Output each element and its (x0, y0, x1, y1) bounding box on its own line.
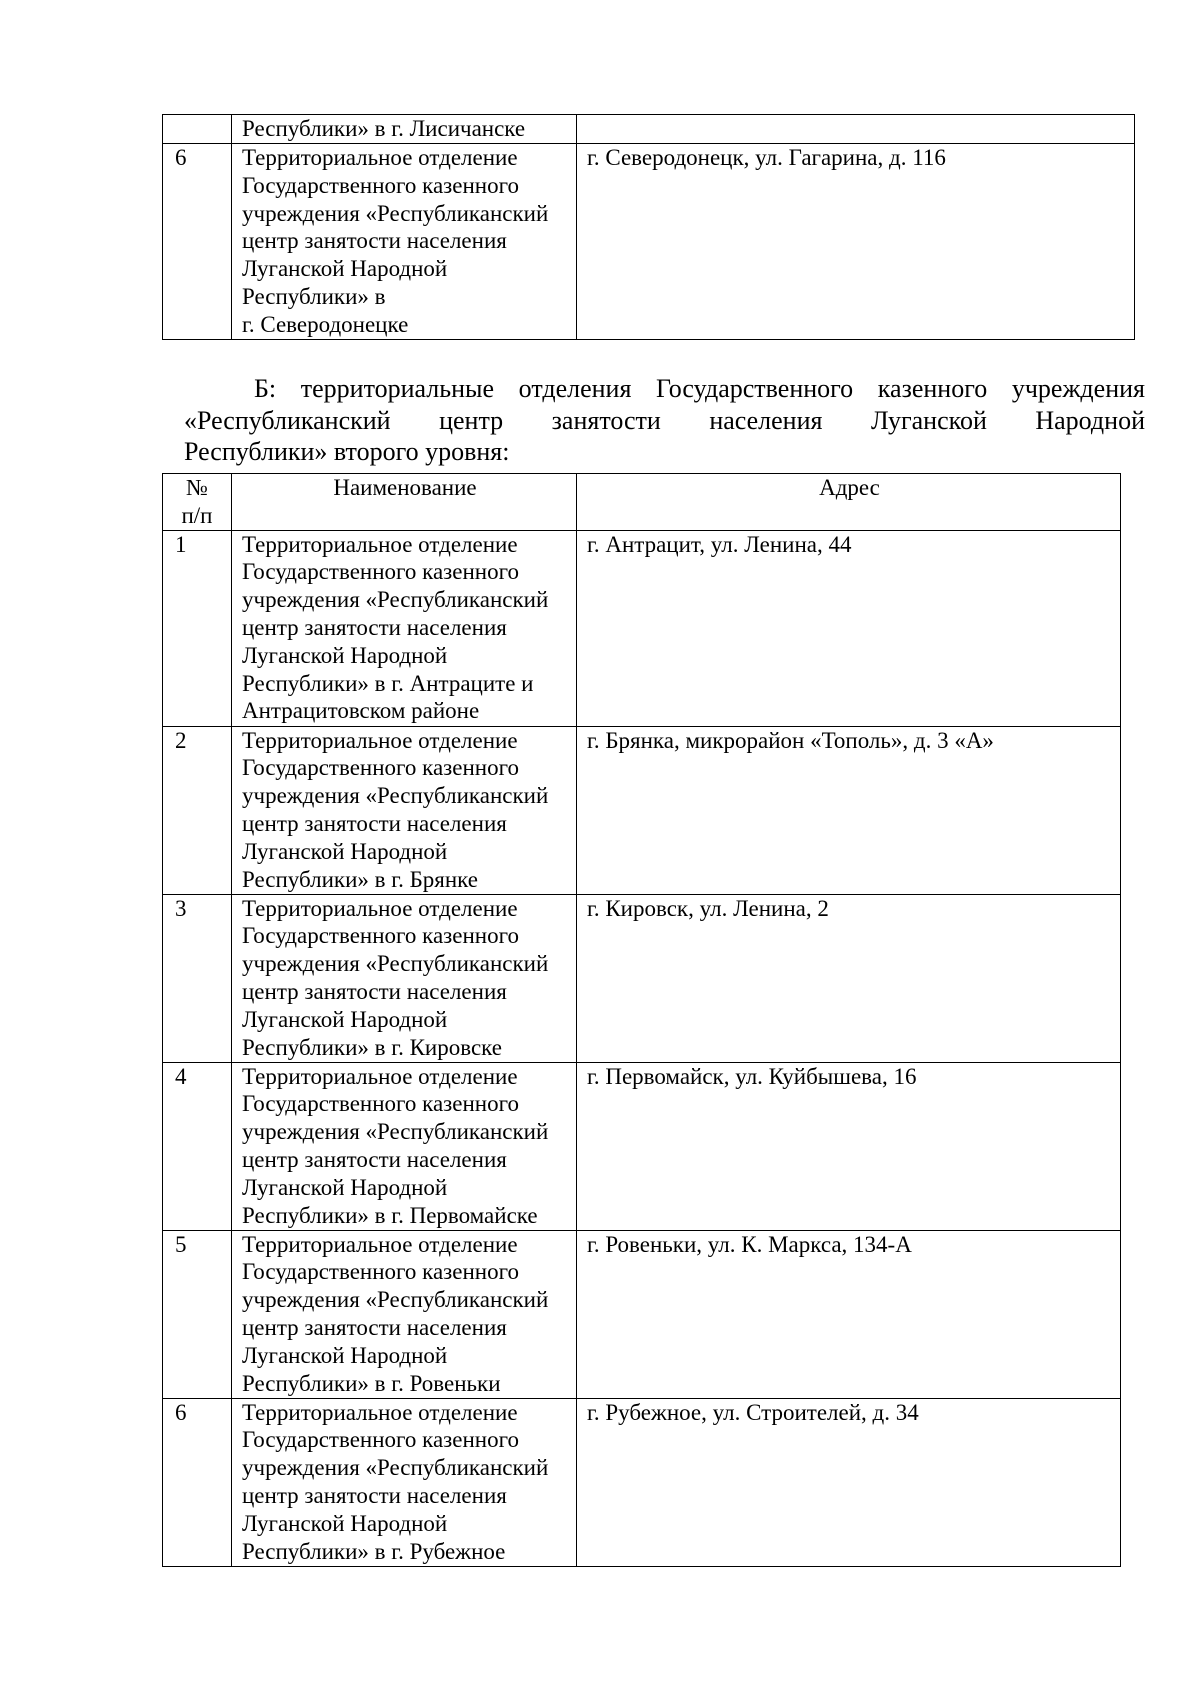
table-header-row (163, 474, 1121, 531)
row-number-cell: 2 (163, 726, 232, 894)
row-number-cell: 3 (163, 894, 232, 1062)
table-row (163, 144, 1135, 340)
second-level-offices-table (162, 473, 1121, 1567)
office-address-cell: г. Ровеньки, ул. К. Маркса, 134-А (577, 1230, 1121, 1398)
office-address-cell (577, 115, 1135, 144)
section-heading (184, 373, 1145, 468)
heading-line: «Республиканский центр занятости населения Луганской Народной (184, 405, 1145, 435)
office-address-cell: г. Кировск, ул. Ленина, 2 (577, 894, 1121, 1062)
office-address-cell: г. Северодонецк, ул. Гагарина, д. 116 (577, 144, 1135, 340)
office-address-cell: г. Рубежное, ул. Строителей, д. 34 (577, 1398, 1121, 1566)
office-name-cell: Территориальное отделение Государственного казенного учреждения «Республиканский центр занятости населения Луганской Народной Республики» в г. Ровеньки (232, 1230, 577, 1398)
table-row (163, 1398, 1121, 1566)
row-number-cell: 6 (163, 144, 232, 340)
row-number-cell: 1 (163, 530, 232, 726)
column-header-number: № п/п (163, 474, 232, 531)
column-header-address: Адрес (577, 474, 1121, 531)
table-row (163, 115, 1135, 144)
row-number-cell: 6 (163, 1398, 232, 1566)
heading-line: Республики» второго уровня: (184, 437, 510, 466)
office-address-cell: г. Брянка, микрорайон «Тополь», д. 3 «А» (577, 726, 1121, 894)
offices-table-continued (162, 114, 1135, 340)
table-row (163, 894, 1121, 1062)
office-name-cell: Территориальное отделение Государственного казенного учреждения «Республиканский центр занятости населения Луганской Народной Республики» в г. Антраците и Антрацитовском районе (232, 530, 577, 726)
heading-line: Б: территориальные отделения Государственного казенного учреждения (254, 374, 1145, 403)
table-row (163, 1062, 1121, 1230)
row-number-cell: 4 (163, 1062, 232, 1230)
office-name-cell: Территориальное отделение Государственного казенного учреждения «Республиканский центр занятости населения Луганской Народной Республики» в г. Рубежное (232, 1398, 577, 1566)
office-address-cell: г. Первомайск, ул. Куйбышева, 16 (577, 1062, 1121, 1230)
column-header-name: Наименование (232, 474, 577, 531)
office-name-cell: Республики» в г. Лисичанске (232, 115, 577, 144)
office-name-cell: Территориальное отделение Государственного казенного учреждения «Республиканский центр занятости населения Луганской Народной Республики» в г. Кировске (232, 894, 577, 1062)
table-row (163, 726, 1121, 894)
office-name-cell: Территориальное отделение Государственного казенного учреждения «Республиканский центр занятости населения Луганской Народной Республики» в г. Брянке (232, 726, 577, 894)
table-row (163, 530, 1121, 726)
office-address-cell: г. Антрацит, ул. Ленина, 44 (577, 530, 1121, 726)
office-name-cell: Территориальное отделение Государственного казенного учреждения «Республиканский центр занятости населения Луганской Народной Республики» в г. Северодонецке (232, 144, 577, 340)
table-row (163, 1230, 1121, 1398)
row-number-cell (163, 115, 232, 144)
office-name-cell: Территориальное отделение Государственного казенного учреждения «Республиканский центр занятости населения Луганской Народной Республики» в г. Первомайске (232, 1062, 577, 1230)
row-number-cell: 5 (163, 1230, 232, 1398)
